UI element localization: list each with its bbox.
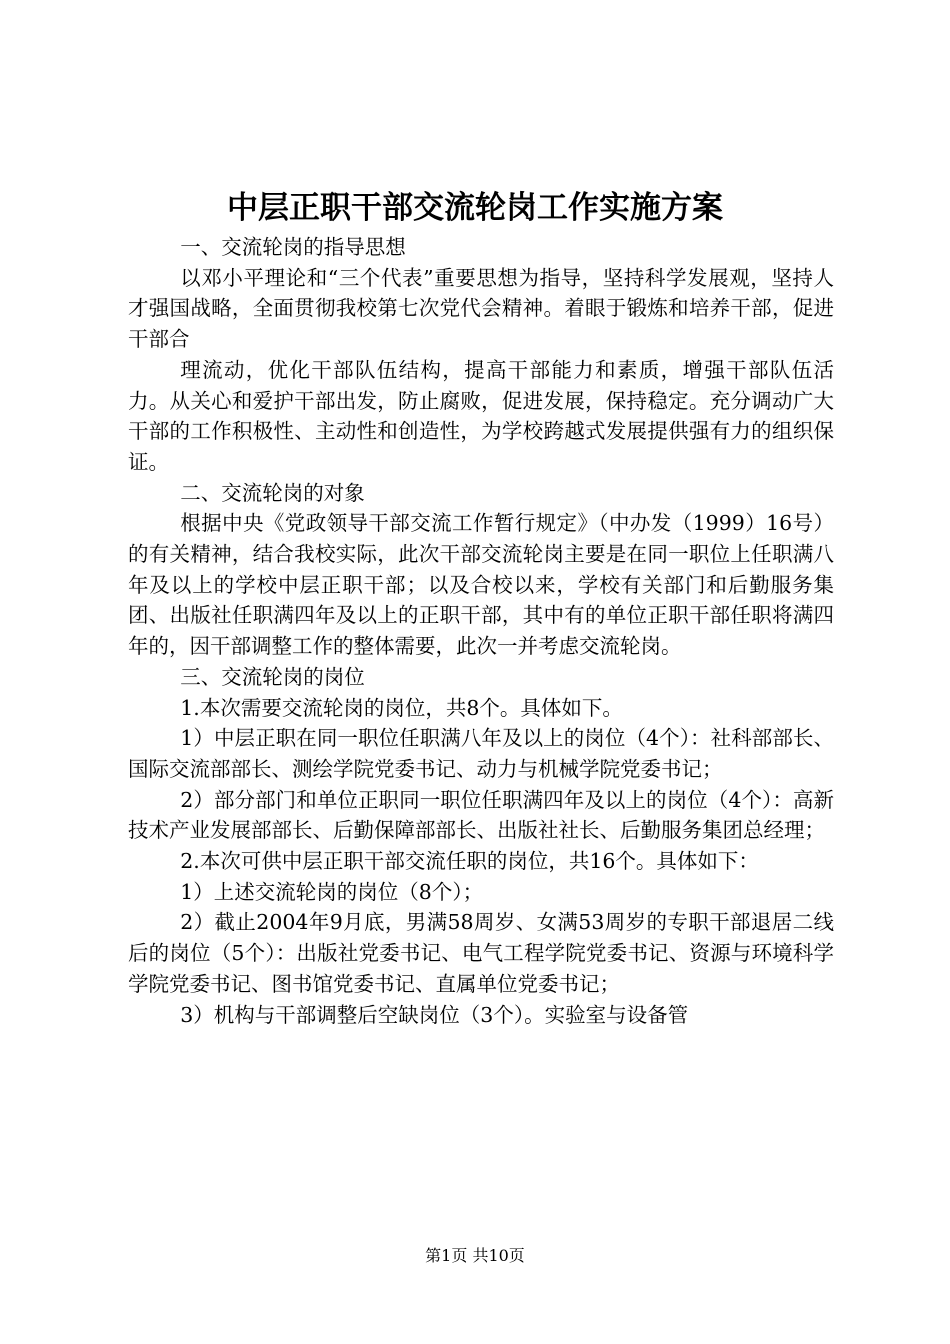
paragraph: 根据中央《党政领导干部交流工作暂行规定》（中办发（1999）16号）的有关精神，结合我校实际，此次干部交流轮岗主要是在同一职位上任职满八年及以上的学校中层正职干部；以及合校以来，学校有关部门和后勤服务集团、出版社任职满四年及以上的正职干部，其中有的单位正职干部任职将满四年的，因干部调整工作的整体需要，此次一并考虑交流轮岗。 [128,511,834,659]
list-item: 1）上述交流轮岗的岗位（8个）； [180,879,484,904]
document-title: 中层正职干部交流轮岗工作实施方案 [227,190,723,226]
paragraph: 理流动，优化干部队伍结构，提高干部能力和素质，增强干部队伍活力。从关心和爱护干部出发，防止腐败，促进发展，保持稳定。充分调动广大干部的工作积极性、主动性和创造性，为学校跨越式发展提供强有力的组织保证。 [128,357,834,474]
section-heading-positions: 三、交流轮岗的岗位 [180,664,365,689]
list-item: 2）部分部门和单位正职同一职位任职满四年及以上的岗位（4个）：高新技术产业发展部部长、后勤保障部部长、出版社社长、后勤服务集团总经理； [128,787,834,843]
section-heading-targets: 二、交流轮岗的对象 [180,480,365,505]
list-item: 3）机构与干部调整后空缺岗位（3个）。实验室与设备管 [180,1002,689,1027]
list-item: 1.本次需要交流轮岗的岗位，共8个。具体如下。 [180,695,623,720]
list-item: 2.本次可供中层正职干部交流任职的岗位，共16个。具体如下： [180,849,759,874]
document-body [128,232,834,1030]
list-item: 2）截止2004年9月底，男满58周岁、女满53周岁的专职干部退居二线后的岗位（5个）：出版社党委书记、电气工程学院党委书记、资源与环境科学学院党委书记、图书馆党委书记、直属单位党委书记； [128,910,834,996]
paragraph: 以邓小平理论和“三个代表”重要思想为指导，坚持科学发展观，坚持人才强国战略，全面贯彻我校第七次党代会精神。着眼于锻炼和培养干部，促进干部合 [128,265,834,352]
list-item: 1）中层正职在同一职位任职满八年及以上的岗位（4个）：社科部部长、国际交流部部长、测绘学院党委书记、动力与机械学院党委书记； [128,726,834,781]
section-heading-guiding-ideology: 一、交流轮岗的指导思想 [180,235,406,259]
page-footer: 第1页 共10页 [425,1246,525,1265]
